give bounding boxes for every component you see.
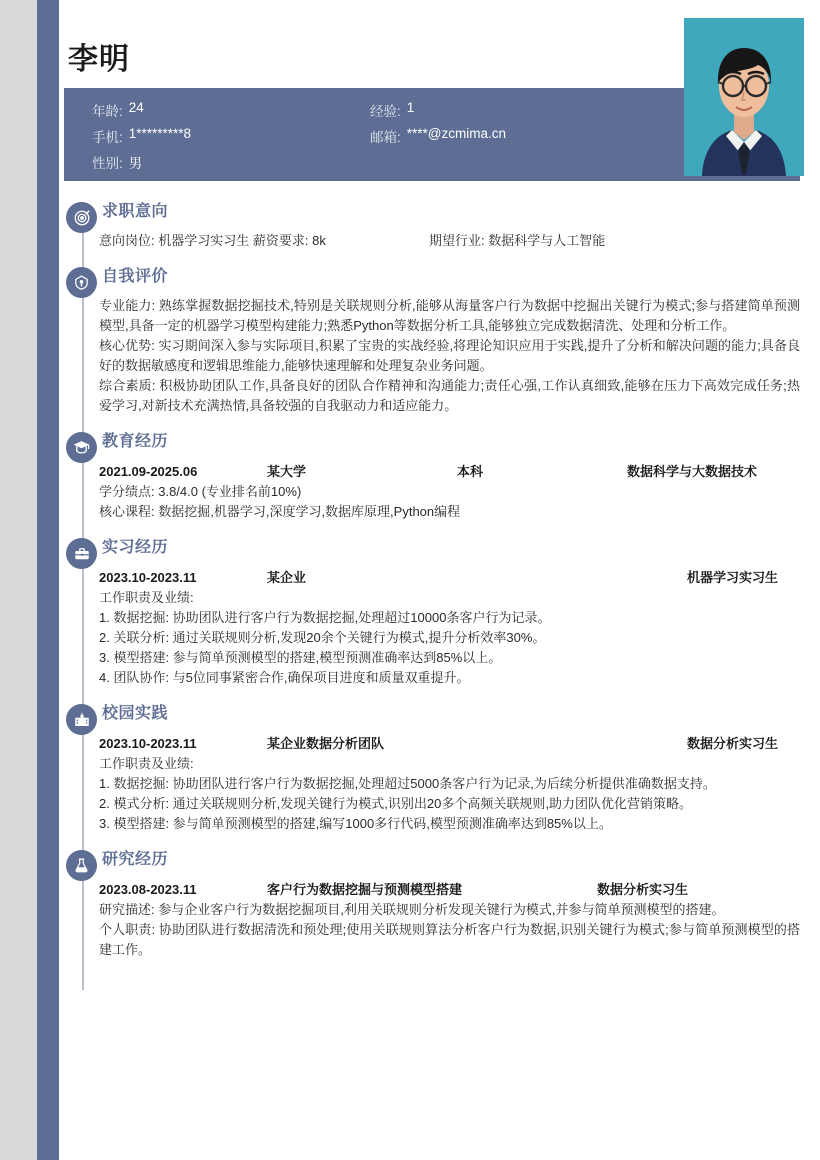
campus-bullet: 1. 数据挖掘: 协助团队进行客户行为数据挖掘,处理超过5000条客户行为记录,为后续分析提供准确数据支持。 — [99, 776, 716, 791]
internship-date: 2023.10-2023.11 — [99, 570, 197, 585]
internship-responsibility-heading: 工作职责及业绩: — [99, 590, 194, 605]
internship-entry-header — [99, 567, 800, 586]
campus-date: 2023.10-2023.11 — [99, 736, 197, 751]
job-intention-position-label: 意向岗位: — [99, 233, 155, 248]
section-body-self-evaluation — [96, 292, 800, 422]
section-title-campus-practice: 校园实践 — [102, 705, 169, 722]
internship-bullet: 1. 数据挖掘: 协助团队进行客户行为数据挖掘,处理超过10000条客户行为记录。 — [99, 610, 551, 625]
campus-entry-header — [99, 733, 800, 752]
education-school: 某大学 — [267, 464, 307, 479]
job-intention-salary-value: 8k — [312, 233, 326, 248]
section-title-internship: 实习经历 — [102, 539, 169, 556]
education-major: 数据科学与大数据技术 — [627, 464, 758, 479]
info-experience — [370, 100, 506, 120]
page-left-gutter — [0, 0, 37, 1160]
briefcase-icon — [66, 538, 97, 569]
campus-bullet: 2. 模式分析: 通过关联规则分析,发现关键行为模式,识别出20多个高频关联规则,助力团队优化营销策略。 — [99, 796, 692, 811]
internship-bullet: 2. 关联分析: 通过关联规则分析,发现20余个关键行为模式,提升分析效率30%。 — [99, 630, 546, 645]
section-title-education: 教育经历 — [102, 433, 169, 450]
section-research — [64, 844, 800, 966]
section-self-evaluation — [64, 261, 800, 422]
job-intention-position-value: 机器学习实习生 — [158, 233, 250, 248]
campus-responsibility-heading: 工作职责及业绩: — [99, 756, 194, 771]
education-entry-header — [99, 461, 800, 480]
internship-bullet: 4. 团队协作: 与5位同事紧密合作,确保项目进度和质量双重提升。 — [99, 670, 470, 685]
info-phone-value: 1*********8 — [128, 126, 192, 141]
campus-organization: 某企业数据分析团队 — [267, 736, 385, 751]
self-evaluation-paragraph: 综合素质: 积极协助团队工作,具备良好的团队合作精神和沟通能力;责任心强,工作认真细致,能够在压力下高效完成任务;热爱学习,对新技术充满热情,具备较强的自我驱动力和适应能力。 — [99, 378, 800, 413]
section-campus-practice — [64, 698, 800, 840]
info-age-value: 24 — [128, 100, 144, 115]
job-intention-industry-value: 数据科学与人工智能 — [488, 233, 606, 248]
left-accent-bar — [37, 0, 59, 1160]
school-building-icon — [66, 704, 97, 735]
job-intention-industry-label: 期望行业: — [429, 233, 485, 248]
section-title-job-intention: 求职意向 — [102, 203, 169, 220]
info-age-label: 年龄: — [92, 104, 123, 119]
contact-info-grid — [92, 100, 506, 172]
research-role: 数据分析实习生 — [597, 882, 689, 897]
education-gpa: 学分绩点: 3.8/4.0 (专业排名前10%) — [99, 484, 302, 499]
section-job-intention — [64, 196, 800, 257]
info-phone-label: 手机: — [92, 130, 123, 145]
section-body-job-intention — [96, 227, 800, 257]
job-intention-position — [99, 231, 429, 251]
flask-icon — [66, 850, 97, 881]
education-date: 2021.09-2025.06 — [99, 464, 198, 479]
campus-role: 数据分析实习生 — [687, 736, 779, 751]
info-email — [370, 126, 506, 146]
section-body-research — [96, 875, 800, 966]
section-body-education — [96, 457, 800, 528]
education-degree: 本科 — [457, 464, 484, 479]
section-title-self-evaluation: 自我评价 — [102, 268, 169, 285]
research-entry-header — [99, 879, 800, 898]
candidate-name: 李明 — [68, 43, 130, 76]
graduation-cap-icon — [66, 432, 97, 463]
research-duties: 个人职责: 协助团队进行数据清洗和预处理;使用关联规则算法分析客户行为数据,识别关键行为模式;参与简单预测模型的搭建工作。 — [99, 922, 800, 957]
section-body-internship — [96, 563, 800, 694]
campus-bullet: 3. 模型搭建: 参与简单预测模型的搭建,编写1000多行代码,模型预测准确率达到85%以上。 — [99, 816, 612, 831]
section-internship — [64, 532, 800, 694]
info-gender-label: 性别: — [92, 156, 123, 171]
info-email-label: 邮箱: — [370, 130, 401, 145]
info-gender — [92, 152, 370, 172]
research-project: 客户行为数据挖掘与预测模型搭建 — [267, 882, 463, 897]
internship-role: 机器学习实习生 — [687, 570, 779, 585]
candidate-photo — [684, 18, 804, 176]
medal-icon — [66, 267, 97, 298]
job-intention-row — [99, 231, 800, 251]
info-email-value: ****@zcmima.cn — [406, 126, 506, 141]
target-icon — [66, 202, 97, 233]
education-courses: 核心课程: 数据挖掘,机器学习,深度学习,数据库原理,Python编程 — [99, 504, 461, 519]
photo-illustration — [684, 18, 804, 176]
info-experience-label: 经验: — [370, 104, 401, 119]
section-title-research: 研究经历 — [102, 851, 169, 868]
info-gender-value: 男 — [128, 156, 143, 171]
info-phone — [92, 126, 370, 146]
info-age — [92, 100, 370, 120]
info-experience-value: 1 — [406, 100, 415, 115]
resume-timeline — [64, 196, 800, 970]
internship-bullet: 3. 模型搭建: 参与简单预测模型的搭建,模型预测准确率达到85%以上。 — [99, 650, 502, 665]
section-body-campus-practice — [96, 729, 800, 840]
self-evaluation-paragraph: 核心优势: 实习期间深入参与实际项目,积累了宝贵的实战经验,将理论知识应用于实践,提升了分析和解决问题的能力;具备良好的数据敏感度和逻辑思维能力,能够快速理解和处理复杂业务问题。 — [99, 338, 800, 373]
research-date: 2023.08-2023.11 — [99, 882, 197, 897]
section-education — [64, 426, 800, 528]
job-intention-salary-label: 薪资要求: — [252, 233, 309, 248]
resume-card — [64, 0, 800, 1160]
research-description: 研究描述: 参与企业客户行为数据挖掘项目,利用关联规则分析发现关键行为模式,并参与简单预测模型的搭建。 — [99, 902, 725, 917]
self-evaluation-paragraph: 专业能力: 熟练掌握数据挖掘技术,特别是关联规则分析,能够从海量客户行为数据中挖掘出关键行为模式;参与搭建简单预测模型,具备一定的机器学习模型构建能力;熟悉Python等数据分析工具,能够独立完成数据清洗、处理和分析工作。 — [99, 298, 800, 333]
internship-company: 某企业 — [267, 570, 307, 585]
job-intention-industry — [429, 231, 605, 251]
